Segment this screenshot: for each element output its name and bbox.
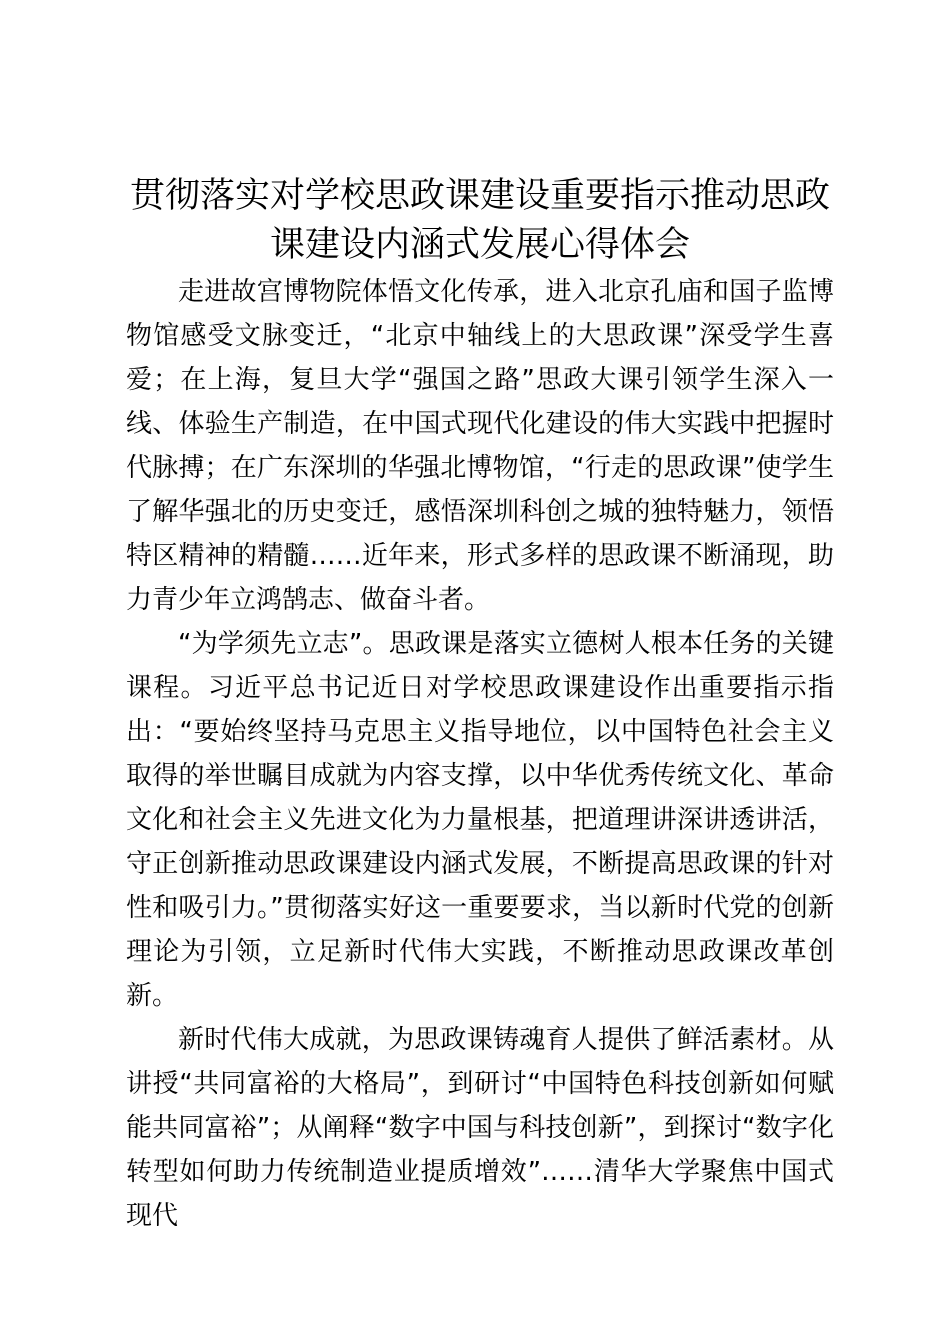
document-title: 贯彻落实对学校思政课建设重要指示推动思政课建设内涵式发展心得体会 (129, 176, 830, 265)
paragraph-1: 走进故宫博物院体悟文化传承，进入北京孔庙和国子监博物馆感受文脉变迁，“北京中轴线上的大思政课”深受学生喜爱；在上海，复旦大学“强国之路”思政大课引领学生深入一线、体验生产制造，在中国式现代化建设的伟大实践中把握时代脉搏；在广东深圳的华强北博物馆，“行走的思政课”使学生了解华强北的历史变迁，感悟深圳科创之城的独特魅力，领悟特区精神的精髓……近年来，形式多样的思政课不断涌现，助力青少年立鸿鹄志、做奋斗者。 (126, 277, 834, 615)
document-body (126, 172, 834, 1238)
paragraph-2: “为学须先立志”。思政课是落实立德树人根本任务的关键课程。习近平总书记近日对学校思政课建设作出重要指示指出：“要始终坚持马克思主义指导地位，以中国特色社会主义取得的举世瞩目成就为内容支撑，以中华优秀传统文化、革命文化和社会主义先进文化为力量根基，把道理讲深讲透讲活，守正创新推动思政课建设内涵式发展，不断提高思政课的针对性和吸引力。”贯彻落实好这一重要要求，当以新时代党的创新理论为引领，立足新时代伟大实践，不断推动思政课改革创新。 (126, 629, 834, 1011)
paragraph-3: 新时代伟大成就，为思政课铸魂育人提供了鲜活素材。从讲授“共同富裕的大格局”，到研讨“中国特色科技创新如何赋能共同富裕”；从阐释“数字中国与科技创新”，到探讨“数字化转型如何助力传统制造业提质增效”……清华大学聚焦中国式现代 (126, 1025, 834, 1231)
